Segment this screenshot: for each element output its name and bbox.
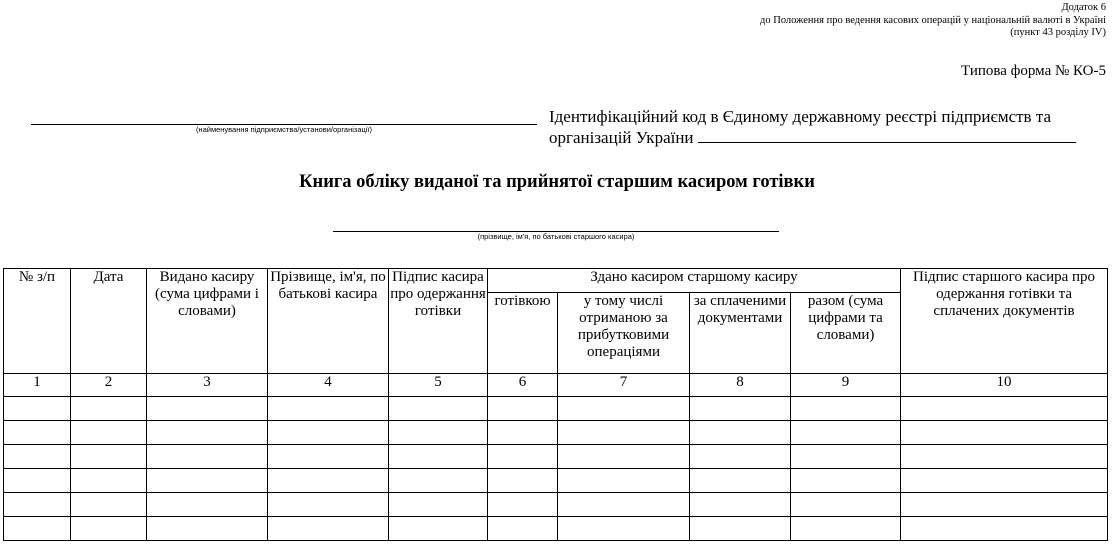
identification-code-field[interactable] bbox=[698, 128, 1076, 143]
header-row-number: № з/п bbox=[4, 269, 71, 374]
organization-name-caption: (найменування підприємства/установи/організації) bbox=[195, 125, 373, 134]
table-cell[interactable] bbox=[690, 517, 791, 541]
form-type-label: Типова форма № КО-5 bbox=[961, 63, 1106, 79]
column-number: 7 bbox=[558, 374, 690, 397]
table-cell[interactable] bbox=[690, 445, 791, 469]
column-number: 2 bbox=[71, 374, 147, 397]
table-cell[interactable] bbox=[147, 445, 268, 469]
table-cell[interactable] bbox=[71, 397, 147, 421]
table-cell[interactable] bbox=[558, 469, 690, 493]
table-cell[interactable] bbox=[71, 445, 147, 469]
table-cell[interactable] bbox=[4, 517, 71, 541]
table-cell[interactable] bbox=[4, 469, 71, 493]
table-cell[interactable] bbox=[488, 469, 558, 493]
table-cell[interactable] bbox=[268, 469, 389, 493]
table-cell[interactable] bbox=[147, 517, 268, 541]
document-title: Книга обліку виданої та прийнятої старшим касиром готівки bbox=[299, 172, 815, 192]
table-cell[interactable] bbox=[268, 517, 389, 541]
table-cell[interactable] bbox=[389, 421, 488, 445]
table-cell[interactable] bbox=[389, 397, 488, 421]
table-cell[interactable] bbox=[791, 421, 901, 445]
table-cell[interactable] bbox=[268, 421, 389, 445]
header-cashier-signature: Підпис касира про одержання готівки bbox=[389, 269, 488, 374]
table-cell[interactable] bbox=[488, 445, 558, 469]
table-cell[interactable] bbox=[690, 469, 791, 493]
column-number: 4 bbox=[268, 374, 389, 397]
identification-code-label-line2: організацій України bbox=[549, 128, 694, 147]
column-number: 10 bbox=[901, 374, 1108, 397]
table-cell[interactable] bbox=[901, 517, 1108, 541]
table-cell[interactable] bbox=[791, 397, 901, 421]
table-cell[interactable] bbox=[147, 397, 268, 421]
table-cell[interactable] bbox=[268, 493, 389, 517]
header-incoming-operations: у тому числі отриманою за прибутковими операціями bbox=[558, 293, 690, 374]
table-cell[interactable] bbox=[389, 469, 488, 493]
table-cell[interactable] bbox=[558, 517, 690, 541]
header-cashier-name: Прізвище, ім'я, по батькові касира bbox=[268, 269, 389, 374]
table-cell[interactable] bbox=[901, 445, 1108, 469]
table-cell[interactable] bbox=[558, 445, 690, 469]
table-cell[interactable] bbox=[791, 445, 901, 469]
appendix-regulation: до Положення про ведення касових операцій у національній валюті в Україні bbox=[760, 14, 1106, 26]
appendix-clause: (пункт 43 розділу IV) bbox=[1010, 27, 1106, 38]
table-cell[interactable] bbox=[690, 421, 791, 445]
table-cell[interactable] bbox=[901, 469, 1108, 493]
table-cell[interactable] bbox=[901, 397, 1108, 421]
table-cell[interactable] bbox=[147, 493, 268, 517]
table-cell[interactable] bbox=[488, 397, 558, 421]
table-row bbox=[4, 445, 1108, 469]
identification-code-block bbox=[549, 106, 1089, 148]
table-cell[interactable] bbox=[901, 421, 1108, 445]
column-number: 1 bbox=[4, 374, 71, 397]
cash-ledger-table bbox=[3, 268, 1108, 541]
table-row bbox=[4, 493, 1108, 517]
table-cell[interactable] bbox=[71, 421, 147, 445]
table-cell[interactable] bbox=[147, 469, 268, 493]
identification-code-label-line1: Ідентифікаційний код в Єдиному державному реєстрі підприємств та bbox=[549, 107, 1052, 126]
table-cell[interactable] bbox=[488, 421, 558, 445]
table-row bbox=[4, 469, 1108, 493]
header-handed-over-group: Здано касиром старшому касиру bbox=[488, 269, 901, 293]
table-cell[interactable] bbox=[4, 493, 71, 517]
header-cash: готівкою bbox=[488, 293, 558, 374]
table-cell[interactable] bbox=[791, 493, 901, 517]
appendix-number: Додаток 6 bbox=[1061, 2, 1106, 13]
column-number: 6 bbox=[488, 374, 558, 397]
column-number: 5 bbox=[389, 374, 488, 397]
table-cell[interactable] bbox=[4, 397, 71, 421]
header-senior-cashier-signature: Підпис старшого касира про одержання готівки та сплачених документів bbox=[901, 269, 1108, 374]
table-cell[interactable] bbox=[488, 517, 558, 541]
header-paid-documents: за сплаченими документами bbox=[690, 293, 791, 374]
table-cell[interactable] bbox=[4, 445, 71, 469]
table-cell[interactable] bbox=[4, 421, 71, 445]
table-cell[interactable] bbox=[71, 469, 147, 493]
table-cell[interactable] bbox=[268, 397, 389, 421]
table-cell[interactable] bbox=[71, 517, 147, 541]
table-cell[interactable] bbox=[558, 421, 690, 445]
column-number: 8 bbox=[690, 374, 791, 397]
table-cell[interactable] bbox=[791, 469, 901, 493]
table-cell[interactable] bbox=[389, 493, 488, 517]
table-row bbox=[4, 517, 1108, 541]
table-row bbox=[4, 397, 1108, 421]
table-cell[interactable] bbox=[268, 445, 389, 469]
table-cell[interactable] bbox=[147, 421, 268, 445]
table-cell[interactable] bbox=[558, 397, 690, 421]
table-cell[interactable] bbox=[901, 493, 1108, 517]
column-number: 9 bbox=[791, 374, 901, 397]
table-cell[interactable] bbox=[690, 397, 791, 421]
table-cell[interactable] bbox=[389, 445, 488, 469]
column-number-row bbox=[4, 374, 1108, 397]
column-number: 3 bbox=[147, 374, 268, 397]
table-cell[interactable] bbox=[690, 493, 791, 517]
table-cell[interactable] bbox=[488, 493, 558, 517]
table-row bbox=[4, 421, 1108, 445]
senior-cashier-name-caption: (прізвище, ім'я, по батькові старшого касира) bbox=[477, 232, 635, 241]
header-total: разом (сума цифрами та словами) bbox=[791, 293, 901, 374]
table-cell[interactable] bbox=[71, 493, 147, 517]
header-issued-to-cashier: Видано касиру (сума цифрами і словами) bbox=[147, 269, 268, 374]
header-date: Дата bbox=[71, 269, 147, 374]
table-cell[interactable] bbox=[558, 493, 690, 517]
table-cell[interactable] bbox=[791, 517, 901, 541]
table-cell[interactable] bbox=[389, 517, 488, 541]
appendix-note bbox=[760, 2, 1106, 40]
